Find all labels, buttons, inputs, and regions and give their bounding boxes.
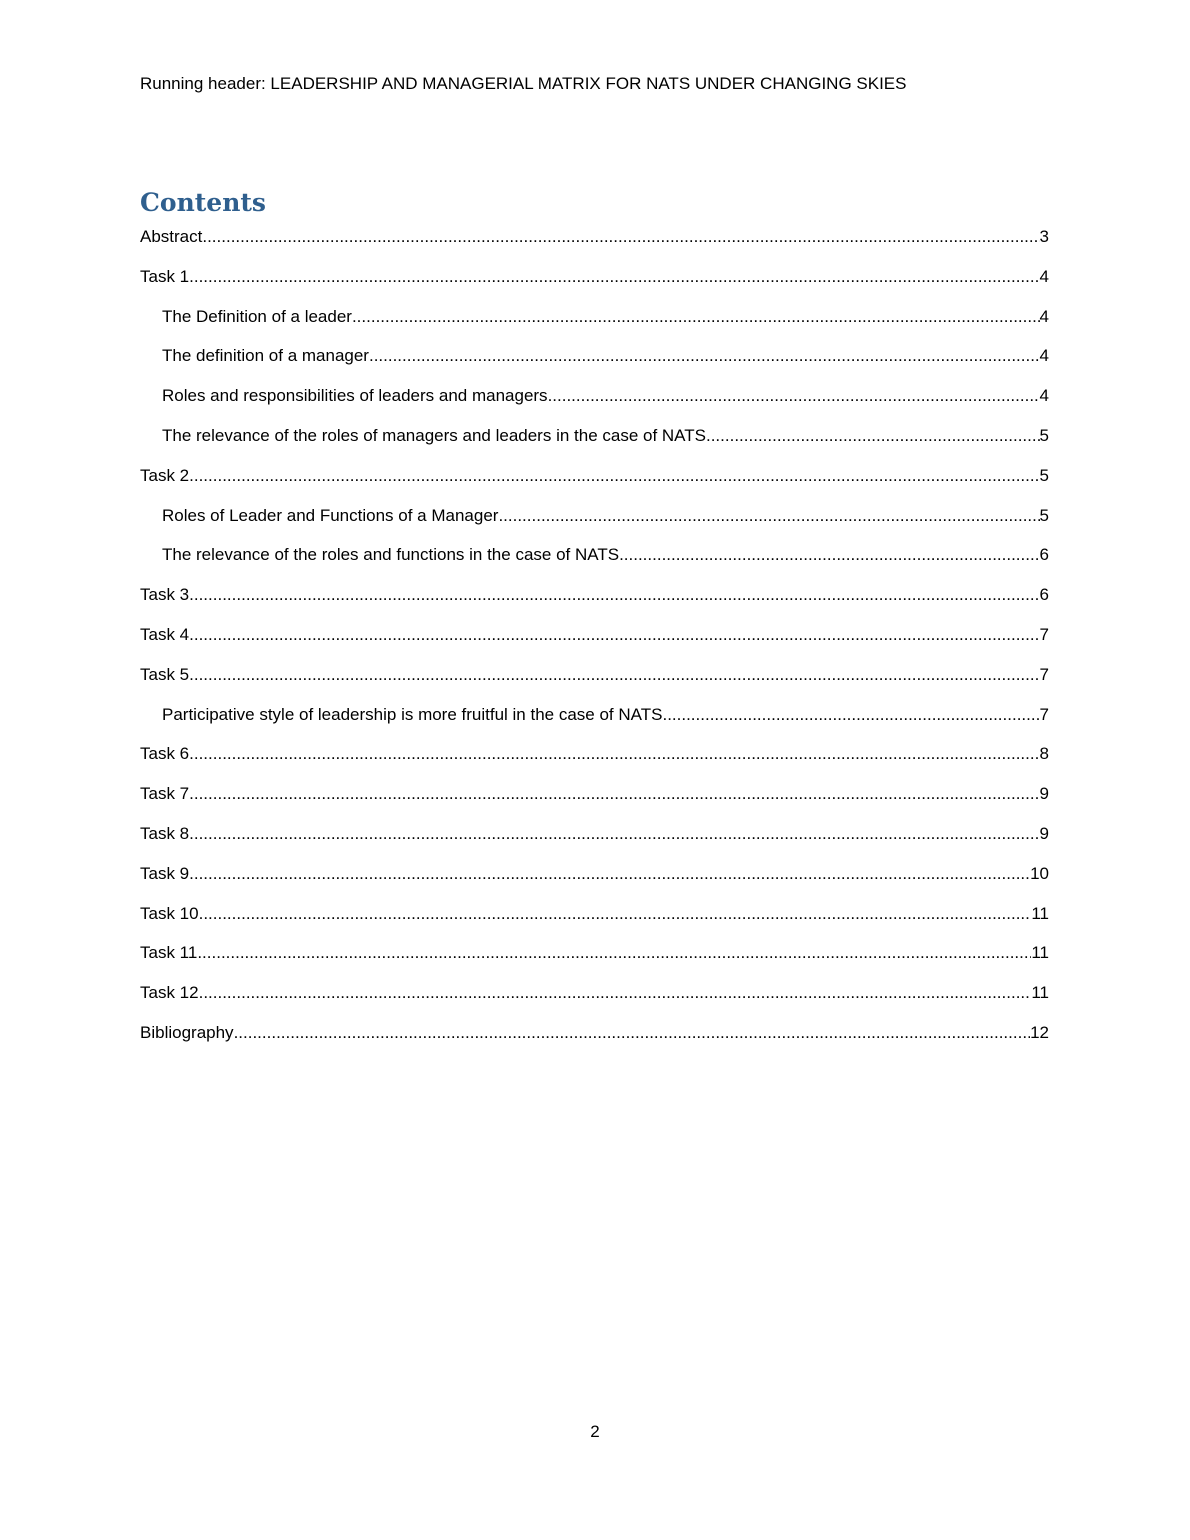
toc-dot-leader [498, 504, 1039, 528]
toc-page-number: 5 [1039, 465, 1049, 485]
toc-page-number: 4 [1039, 266, 1049, 286]
toc-dot-leader [189, 862, 1030, 886]
toc-entry-relevance-of-roles-and-functions[interactable] [140, 543, 1049, 583]
toc-dot-leader [369, 344, 1040, 368]
toc-entry-task-5[interactable] [140, 663, 1049, 703]
toc-dot-leader [189, 663, 1039, 687]
toc-page-number: 5 [1039, 425, 1049, 445]
toc-page-number: 11 [1031, 903, 1049, 923]
toc-page-number: 8 [1039, 744, 1049, 764]
toc-dot-leader [189, 822, 1039, 846]
toc-entry-bibliography[interactable] [140, 1021, 1049, 1061]
toc-dot-leader [199, 902, 1032, 926]
toc-dot-leader [234, 1021, 1031, 1045]
toc-entry-task-4[interactable] [140, 623, 1049, 663]
toc-page-number: 4 [1039, 306, 1049, 326]
toc-entry-text: The relevance of the roles and functions in the case of NATS [162, 545, 620, 565]
toc-entry-text: Task 10 [140, 903, 199, 923]
toc-entry-text: The definition of a manager [162, 346, 369, 366]
toc-dot-leader [189, 742, 1039, 766]
toc-page-number: 6 [1039, 545, 1049, 565]
toc-entry-text: Task 5 [140, 664, 190, 684]
toc-dot-leader [189, 782, 1039, 806]
toc-page-number: 6 [1039, 585, 1049, 605]
toc-page-number: 11 [1031, 983, 1049, 1003]
toc-entry-text: Task 1 [140, 266, 190, 286]
toc-page-number: 7 [1039, 664, 1049, 684]
toc-entry-text: The relevance of the roles of managers and leaders in the case of NATS [162, 425, 706, 445]
toc-entry-text: Task 7 [140, 784, 190, 804]
toc-entry-text: Task 3 [140, 585, 190, 605]
toc-entry-task-9[interactable] [140, 862, 1049, 902]
toc-dot-leader [199, 981, 1032, 1005]
toc-page-number: 7 [1039, 624, 1049, 644]
toc-page-number: 12 [1030, 1022, 1049, 1042]
toc-page-number: 4 [1039, 386, 1049, 406]
toc-page-number: 9 [1039, 784, 1049, 804]
toc-entry-task-7[interactable] [140, 782, 1049, 822]
toc-page-number: 7 [1039, 704, 1049, 724]
toc-dot-leader [662, 703, 1039, 727]
toc-page-number: 9 [1039, 823, 1049, 843]
toc-entry-task-6[interactable] [140, 742, 1049, 782]
toc-page-number: 11 [1031, 943, 1049, 963]
toc-entry-task-2[interactable] [140, 464, 1049, 504]
toc-entry-task-10[interactable] [140, 902, 1049, 942]
toc-dot-leader [548, 384, 1040, 408]
contents-title: Contents [140, 188, 267, 217]
toc-entry-text: Task 6 [140, 744, 190, 764]
toc-entry-task-8[interactable] [140, 822, 1049, 862]
toc-entry-text: Task 4 [140, 624, 190, 644]
toc-dot-leader [189, 265, 1039, 289]
toc-entry-task-11[interactable] [140, 941, 1049, 981]
toc-dot-leader [706, 424, 1040, 448]
toc-entry-abstract[interactable] [140, 225, 1049, 265]
toc-entry-participative-style[interactable] [140, 703, 1049, 743]
toc-entry-relevance-of-roles[interactable] [140, 424, 1049, 464]
page-number: 2 [590, 1422, 600, 1441]
toc-dot-leader [189, 464, 1039, 488]
running-header: Running header: LEADERSHIP AND MANAGERIAL MATRIX FOR NATS UNDER CHANGING SKIES [140, 74, 907, 93]
toc-entry-task-3[interactable] [140, 583, 1049, 623]
toc-entry-text: The Definition of a leader [162, 306, 352, 326]
toc-entry-text: Bibliography [140, 1022, 234, 1042]
toc-dot-leader [189, 623, 1039, 647]
toc-entry-text: Roles of Leader and Functions of a Manager [162, 505, 499, 525]
toc-entry-task-12[interactable] [140, 981, 1049, 1021]
toc-page-number: 4 [1039, 346, 1049, 366]
toc-dot-leader [202, 225, 1039, 249]
toc-entry-definition-of-manager[interactable] [140, 344, 1049, 384]
toc-entry-task-1[interactable] [140, 265, 1049, 305]
toc-entry-text: Roles and responsibilities of leaders and managers [162, 386, 548, 406]
toc-dot-leader [352, 305, 1040, 329]
toc-page-number: 3 [1039, 227, 1049, 246]
toc-entry-roles-and-responsibilities[interactable] [140, 384, 1049, 424]
toc-page-number: 5 [1039, 505, 1049, 525]
toc-dot-leader [619, 543, 1039, 567]
toc-dot-leader [189, 583, 1039, 607]
toc-entry-text: Abstract [140, 227, 203, 246]
toc-page-number: 10 [1030, 863, 1049, 883]
toc-entry-text: Task 11 [140, 943, 198, 963]
toc-entry-text: Task 2 [140, 465, 190, 485]
toc-entry-text: Task 9 [140, 863, 190, 883]
toc-entry-definition-of-leader[interactable] [140, 305, 1049, 345]
toc-dot-leader [197, 941, 1031, 965]
toc-entry-text: Task 12 [140, 983, 199, 1003]
toc-entry-text: Participative style of leadership is more fruitful in the case of NATS [162, 704, 663, 724]
toc-entry-roles-of-leader-functions-of-manager[interactable] [140, 504, 1049, 544]
table-of-contents [140, 225, 1049, 1061]
toc-entry-text: Task 8 [140, 823, 190, 843]
